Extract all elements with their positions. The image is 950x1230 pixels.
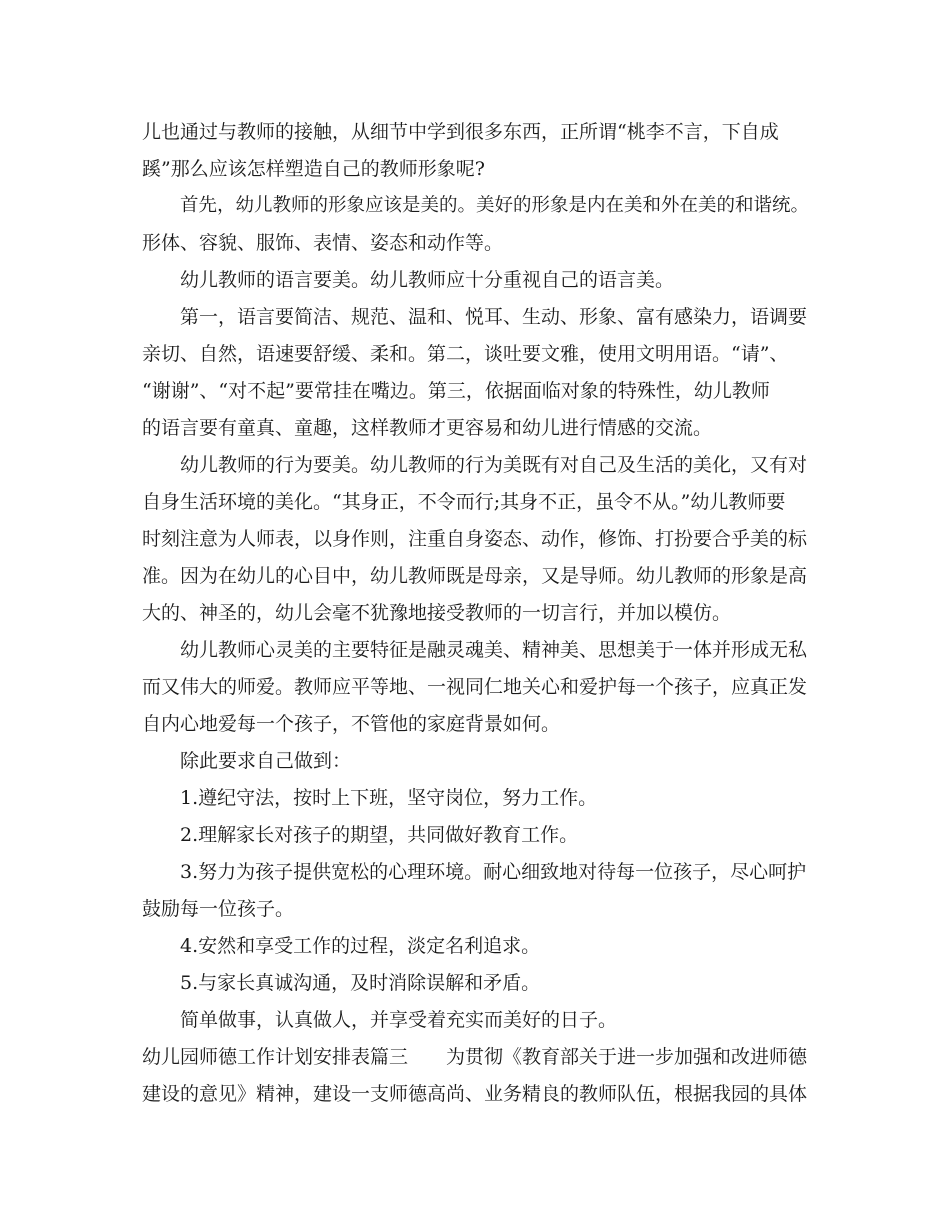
text-line: 第一，语言要简洁、规范、温和、悦耳、生动、形象、富有感染力，语调要 — [180, 306, 808, 328]
text-line: “谢谢”、“对不起”要常挂在嘴边。第三，依据面临对象的特殊性，幼儿教师 — [142, 380, 770, 402]
text-line: 幼儿教师的语言要美。幼儿教师应十分重视自己的语言美。 — [180, 269, 675, 291]
text-line: 时刻注意为人师表，以身作则，注重自身姿态、动作，修饰、打扮要合乎美的标 — [142, 528, 808, 550]
text-line: 大的、神圣的，幼儿会毫不犹豫地接受教师的一切言行，并加以模仿。 — [142, 602, 732, 624]
text-line: 幼儿教师心灵美的主要特征是融灵魂美、精神美、思想美于一体并形成无私 — [180, 639, 808, 661]
text-line: 亲切、自然，语速要舒缓、柔和。第二，谈吐要文雅，使用文明用语。“请”、 — [142, 343, 789, 365]
text-line: 幼儿教师的行为要美。幼儿教师的行为美既有对自己及生活的美化，又有对 — [180, 454, 808, 476]
list-item: 3.努力为孩子提供宽松的心理环境。耐心细致地对待每一位孩子，尽心呵护 — [180, 861, 807, 883]
list-item: 1.遵纪守法，按时上下班，坚守岗位，努力工作。 — [180, 787, 598, 809]
text-line: 的语言要有童真、童趣，这样教师才更容易和幼儿进行情感的交流。 — [142, 417, 713, 439]
section-heading-line: 幼儿园师德工作计划安排表篇三 为贯彻《教育部关于进一步加强和改进师德 — [142, 1046, 808, 1068]
text-line: 自内心地爱每一个孩子，不管他的家庭背景如何。 — [142, 713, 561, 735]
text-line: 鼓励每一位孩子。 — [142, 898, 295, 920]
text-line: 自身生活环境的美化。“其身正，不令而行;其身不正，虽令不从。”幼儿教师要 — [142, 491, 786, 513]
text-line: 除此要求自己做到： — [180, 750, 352, 772]
text-line: 蹊”那么应该怎样塑造自己的教师形象呢? — [142, 158, 485, 180]
text-line: 准。因为在幼儿的心目中，幼儿教师既是母亲，又是导师。幼儿教师的形象是高 — [142, 565, 808, 587]
text-line: 而又伟大的师爱。教师应平等地、一视同仁地关心和爱护每一个孩子，应真正发 — [142, 676, 808, 698]
text-line: 儿也通过与教师的接触，从细节中学到很多东西，正所谓“桃李不言，下自成 — [142, 121, 779, 143]
list-item: 5.与家长真诚沟通，及时消除误解和矛盾。 — [180, 972, 541, 994]
list-item: 4.安然和享受工作的过程，淡定名利追求。 — [180, 935, 541, 957]
list-item: 2.理解家长对孩子的期望，共同做好教育工作。 — [180, 824, 579, 846]
text-line: 首先，幼儿教师的形象应该是美的。美好的形象是内在美和外在美的和谐统。 — [180, 195, 810, 216]
text-line: 简单做事，认真做人，并享受着充实而美好的日子。 — [180, 1009, 618, 1031]
text-line: 形体、容貌、服饰、表情、姿态和动作等。 — [142, 232, 504, 254]
text-line: 建设的意见》精神，建设一支师德高尚、业务精良的教师队伍，根据我园的具体 — [142, 1083, 808, 1105]
